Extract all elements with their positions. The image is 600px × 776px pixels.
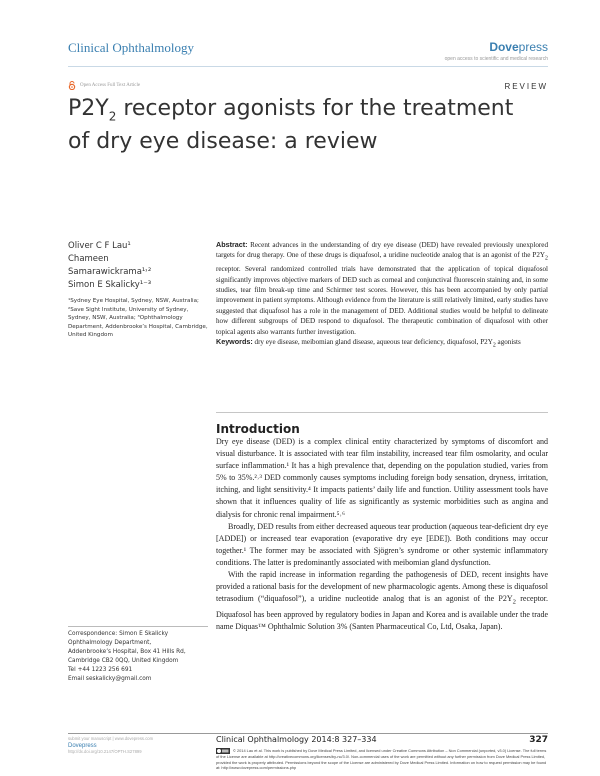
publisher-logo-rest: press — [518, 40, 548, 54]
abstract-divider — [216, 412, 548, 413]
author: Chameen — [68, 254, 109, 264]
footer-divider — [68, 733, 548, 734]
correspondence-line: Addenbrooke’s Hospital, Box 41 Hills Rd, — [68, 649, 186, 655]
footer-links — [68, 736, 208, 756]
author: Oliver C F Lau¹ — [68, 241, 131, 251]
correspondence-line: Tel +44 1223 256 691 — [68, 667, 133, 673]
header-divider — [68, 66, 548, 67]
paragraph-subscript: 2 — [512, 598, 516, 606]
section-heading-introduction: Introduction — [216, 422, 300, 436]
correspondence-line: Cambridge CB2 0QQ, United Kingdom — [68, 658, 179, 664]
keywords-text-a: dry eye disease, meibomian gland disease, aqueous tear deficiency, diquafosol, P2Y — [252, 338, 493, 347]
paragraph-text-a: With the rapid increase in information regarding the pathogenesis of DED, recent insights have provided a rational basis for the development of new pharmacologic agents. Among these is diquafosol tetrasodium (“diquafosol”), a uridine nucleotide analog that is an agonist of the P2Y — [216, 570, 548, 604]
doi-link[interactable]: http://dx.doi.org/10.2147/OPTH.S27899 — [68, 749, 142, 754]
article-type: REVIEW — [504, 82, 548, 91]
open-access-badge — [68, 81, 140, 90]
license-notice — [216, 748, 548, 771]
title-subscript: 2 — [108, 109, 117, 124]
publisher-tagline: open access to scientific and medical research — [444, 56, 548, 62]
submit-link[interactable]: submit your manuscript | www.dovepress.com — [68, 736, 154, 741]
abstract-text-b: receptor. Several randomized controlled trials have demonstrated that the application of topical diquafosol significantly improves objective markers of DED such as corneal and conjunctival fluorescein staining and, in some studies, tear film break-up time and Schirmer test scores. However, this has been accompanied by only partial improvement in patient symptoms. Although evidence from the literature is still relatively limited, early studies have suggested that diquafosol has a role in the management of DED. Additional studies would be helpful to delineate how different subgroups of DED respond to diquafosol. The therapeutic combination of diquafosol with other topical agents also warrants further investigation. — [216, 265, 548, 336]
keywords — [216, 337, 548, 351]
title-part2: receptor agonists for the treatment of dry eye disease: a review — [68, 96, 514, 155]
open-access-icon — [68, 81, 76, 90]
publisher-logo[interactable] — [489, 40, 548, 54]
keywords-text-b: agonists — [495, 338, 521, 347]
author-list — [68, 240, 208, 292]
abstract-text-a: Recent advances in the understanding of dry eye disease (DED) have revealed previously unexplored targets for drug therapy. One of these drugs is diquafosol, a uridine nucleotide analog that is an agonist of the P2Y — [216, 241, 548, 260]
correspondence — [68, 630, 208, 684]
abstract-subscript: 2 — [545, 255, 548, 262]
keywords-subscript: 2 — [492, 342, 496, 349]
introduction-body — [216, 436, 548, 633]
abstract — [216, 240, 548, 351]
correspondence-label: Correspondence: Simon E Skalicky — [68, 631, 169, 637]
publisher-logo-bold: Dove — [489, 40, 519, 54]
title-part1: P2Y — [68, 96, 109, 121]
license-text: © 2014 Lau et al. This work is published by Dove Medical Press Limited, and licensed under Creative Commons Attribution – Non Commercial (unported, v3.0) License. The full terms of the License are available at http://creativecommons.org/licenses/by-nc/3.0/. Non-commercial uses of the work are permitted without any further permission from Dove Medical Press Limited, provided the work is properly attributed. Permissions beyond the scope of the License are administered by Dove Medical Press Limited. Information on how to request permission may be found at: http://www.dovepress.com/permissions.php — [216, 748, 547, 771]
keywords-label: Keywords: — [216, 337, 253, 347]
abstract-body — [216, 240, 548, 337]
footer-publisher[interactable]: Dovepress — [68, 742, 97, 749]
paragraph — [216, 569, 548, 633]
abstract-label: Abstract: — [216, 240, 248, 249]
correspondence-line: Ophthalmology Department, — [68, 640, 152, 646]
journal-name[interactable]: Clinical Ophthalmology — [68, 40, 195, 55]
affiliations: ¹Sydney Eye Hospital, Sydney, NSW, Australia; ²Save Sight Institute, University of Sydney, Sydney, NSW, Australia; ³Ophthalmology Department, Addenbrooke’s Hospital, Cambridge, United Kingdom — [68, 298, 208, 339]
paragraph: Dry eye disease (DED) is a complex clinical entity characterized by symptoms of discomfort and visual disturbance. It is associated with tear film instability, increased tear film osmolarity, and ocular surface inflammation.¹ It has a high prevalence that, depending on the population studied, varies from 5% to 35%.²˒³ DED commonly causes symptoms including foreign body sensation, dryness, irritation, itching, and light sensitivity.⁴ It impacts patients’ daily life and function. Utility assessment tools have shown that it influences quality of life as significantly as systemic morbidities such as angina and dialysis for chronic renal impairment.⁵˒⁶ — [216, 437, 548, 519]
open-access-label: Open Access Full Text Article — [80, 83, 141, 88]
author: Samarawickrama¹˒² — [68, 267, 152, 277]
correspondence-email[interactable]: Email seskalicky@gmail.com — [68, 676, 152, 682]
page-number: 327 — [529, 735, 548, 745]
correspondence-divider — [68, 626, 208, 627]
article-title — [68, 96, 518, 154]
author: Simon E Skalicky¹⁻³ — [68, 280, 152, 290]
paragraph-text-b: receptor. Diquafosol has been approved by regulatory bodies in Japan and Korea and is available under the trade name Diquas™ Ophthalmic Solution 3% (Santen Pharmaceutical Co, Ltd, Osaka, Japan). — [216, 594, 549, 631]
paragraph: Broadly, DED results from either decreased aqueous tear production (aqueous tear-deficient dry eye [ADDE]) or increased tear evaporation (evaporative dry eye [EDE]). Both conditions may occur together.¹ The former may be associated with Sjögren’s syndrome or other systemic inflammatory conditions. The latter is predominantly associated with meibomian gland dysfunction. — [216, 521, 548, 567]
journal-citation: Clinical Ophthalmology 2014:8 327–334 — [216, 735, 377, 744]
